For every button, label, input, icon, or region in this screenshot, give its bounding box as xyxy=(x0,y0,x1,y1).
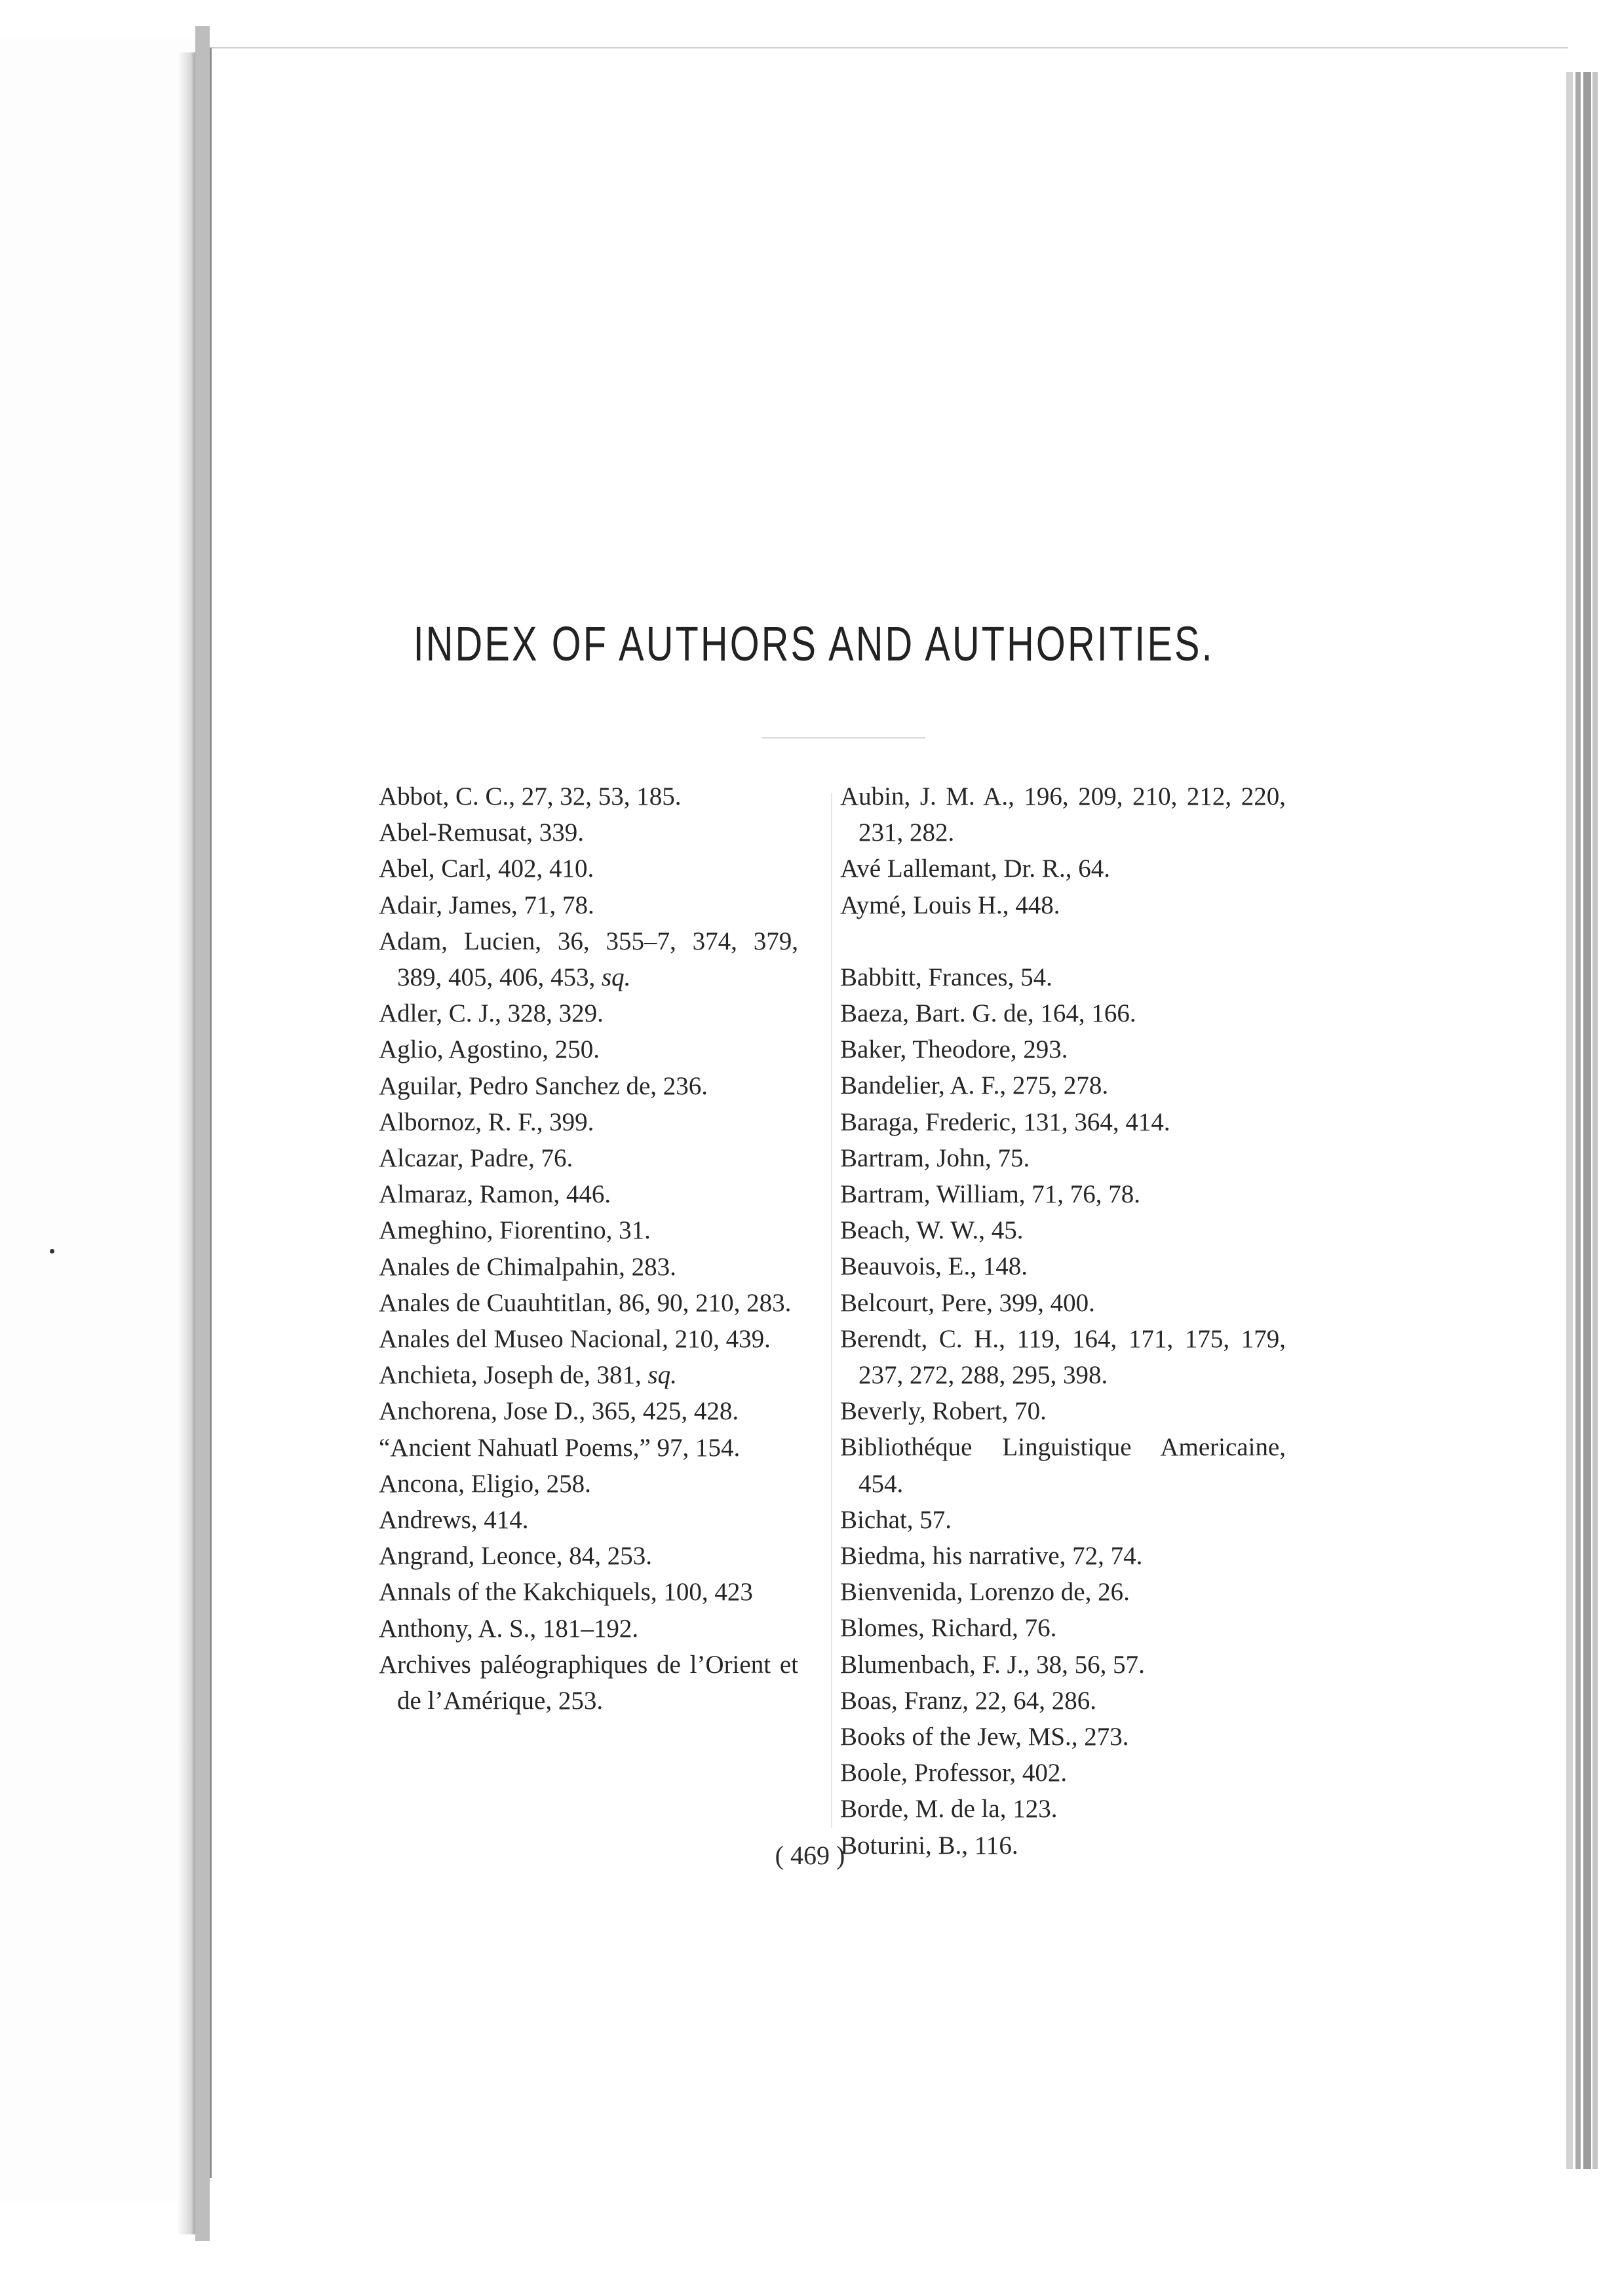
index-entry: Baker, Theodore, 293. xyxy=(840,1035,1068,1064)
index-entry: Anthony, A. S., 181–192. xyxy=(379,1614,639,1643)
index-entry: Bandelier, A. F., 275, 278. xyxy=(840,1071,1109,1100)
index-entry: Ameghino, Fiorentino, 31. xyxy=(379,1216,651,1245)
page-title: INDEX OF AUTHORS AND AUTHORITIES. xyxy=(413,617,1214,671)
index-entry: Boole, Professor, 402. xyxy=(840,1759,1068,1788)
index-entry: Andrews, 414. xyxy=(379,1506,529,1535)
index-entry: Aymé, Louis H., 448. xyxy=(840,890,1060,919)
index-entry: Berendt, C. H., 119, 164, 171, 175, 179, 237, 272, 288, 295, 398. xyxy=(840,1324,1286,1390)
index-entry: Anales de Chimalpahin, 283. xyxy=(379,1252,676,1281)
index-entry: Books of the Jew, MS., 273. xyxy=(840,1723,1129,1751)
index-entry: Bichat, 57. xyxy=(840,1505,952,1534)
index-entry: Bartram, William, 71, 76, 78. xyxy=(840,1180,1141,1209)
page-gutter-shadow xyxy=(177,52,197,2234)
index-entry: “Ancient Nahuatl Poems,” 97, 154. xyxy=(379,1433,741,1462)
index-entry: Almaraz, Ramon, 446. xyxy=(379,1180,611,1209)
index-entry: Adler, C. J., 328, 329. xyxy=(379,999,604,1028)
index-entry: Anales de Cuauhtitlan, 86, 90, 210, 283. xyxy=(379,1288,792,1317)
index-entry: Anchorena, Jose D., 365, 425, 428. xyxy=(379,1397,739,1426)
facing-page-edge xyxy=(0,39,197,2202)
index-entry: Borde, M. de la, 123. xyxy=(840,1795,1058,1824)
index-entry: Aubin, J. M. A., 196, 209, 210, 212, 220, 231, 282. xyxy=(840,782,1286,847)
index-entry: Adam, Lucien, 36, 355–7, 374, 379, 389, 405, 406, 453, sq. xyxy=(379,927,798,992)
index-entry: Angrand, Leonce, 84, 253. xyxy=(379,1542,652,1571)
index-entry: Baraga, Frederic, 131, 364, 414. xyxy=(840,1107,1170,1136)
index-entry: Anales del Museo Nacional, 210, 439. xyxy=(379,1325,771,1354)
index-entry: Archives paléographiques de l’Orient et de l’Amérique, 253. xyxy=(379,1650,798,1715)
index-entry: Alcazar, Padre, 76. xyxy=(379,1144,573,1173)
index-entry: Boas, Franz, 22, 64, 286. xyxy=(840,1686,1097,1715)
index-column-left xyxy=(379,778,798,1719)
index-entry: Blumenbach, F. J., 38, 56, 57. xyxy=(840,1650,1145,1679)
index-entry: Anchieta, Joseph de, 381, sq. xyxy=(379,1361,677,1390)
index-entry: Belcourt, Pere, 399, 400. xyxy=(840,1288,1095,1317)
index-entry: Annals of the Kakchiquels, 100, 423 xyxy=(379,1578,753,1607)
index-entry: Bibliothéque Linguistique Americaine, 454. xyxy=(840,1433,1286,1498)
index-entry: Beauvois, E., 148. xyxy=(840,1252,1028,1281)
index-column-right xyxy=(840,778,1286,1864)
index-entry: Adair, James, 71, 78. xyxy=(379,890,594,919)
index-entry: Abel, Carl, 402, 410. xyxy=(379,854,594,883)
index-entry: Bienvenida, Lorenzo de, 26. xyxy=(840,1578,1130,1607)
page-number: ( 469 ) xyxy=(775,1841,845,1870)
scan-speck xyxy=(50,1249,54,1253)
index-entry: Abel-Remusat, 339. xyxy=(379,818,585,847)
index-entry: Blomes, Richard, 76. xyxy=(840,1614,1057,1643)
index-entry: Aglio, Agostino, 250. xyxy=(379,1035,600,1064)
index-entry: Albornoz, R. F., 399. xyxy=(379,1107,594,1136)
page-gutter xyxy=(195,26,210,2241)
index-entry: Ancona, Eligio, 258. xyxy=(379,1469,591,1498)
index-entry: Biedma, his narrative, 72, 74. xyxy=(840,1542,1143,1571)
title-rule xyxy=(762,737,925,738)
column-divider xyxy=(831,793,832,1828)
index-entry: Boturini, B., 116. xyxy=(840,1831,1018,1860)
index-entry: Babbitt, Frances, 54. xyxy=(840,963,1052,991)
index-entry: Bartram, John, 75. xyxy=(840,1143,1030,1172)
index-entry: Beach, W. W., 45. xyxy=(840,1216,1024,1245)
index-entry: Aguilar, Pedro Sanchez de, 236. xyxy=(379,1071,708,1100)
index-entry: Beverly, Robert, 70. xyxy=(840,1397,1047,1426)
index-entry: Abbot, C. C., 27, 32, 53, 185. xyxy=(379,782,682,811)
index-entry: Baeza, Bart. G. de, 164, 166. xyxy=(840,999,1136,1028)
index-entry: Avé Lallemant, Dr. R., 64. xyxy=(840,854,1110,883)
